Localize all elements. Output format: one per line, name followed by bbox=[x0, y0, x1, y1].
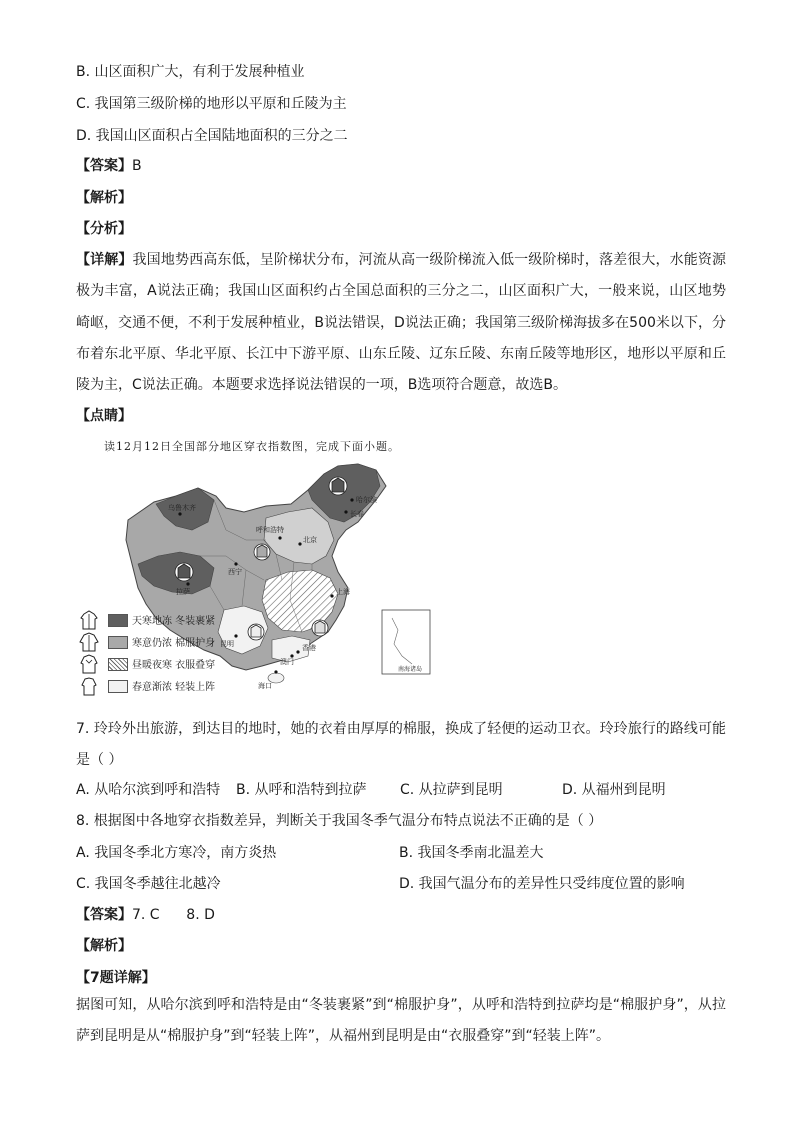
city-huhehaote: 呼和浩特 bbox=[256, 526, 284, 534]
padded-jacket-icon bbox=[78, 632, 100, 652]
q8-option-a: A. 我国冬季北方寒冷，南方炎热 bbox=[76, 845, 277, 861]
legend-swatch-1 bbox=[108, 614, 128, 627]
city-xianggang: 香港 bbox=[302, 644, 316, 652]
legend-item-3 bbox=[76, 654, 236, 674]
q7-option-d: D. 从福州到昆明 bbox=[562, 782, 666, 798]
question-8-stem: 8. 根据图中各地穿衣指数差异，判断关于我国冬季气温分布特点说法不正确的是（ ） bbox=[76, 813, 603, 829]
legend-item-2 bbox=[76, 632, 236, 652]
q7-detail-label: 【7题详解】 bbox=[76, 970, 156, 986]
answer-value: B bbox=[132, 158, 142, 174]
dianjing-label: 【点睛】 bbox=[76, 408, 132, 424]
heavy-coat-icon bbox=[78, 610, 100, 630]
answer2-value: 7. C 8. D bbox=[132, 907, 215, 923]
legend-text-4: 春意渐浓 轻装上阵 bbox=[132, 682, 216, 693]
city-kunming: 昆明 bbox=[220, 640, 234, 648]
answer-2 bbox=[76, 905, 215, 925]
legend-swatch-3 bbox=[108, 658, 128, 671]
option-b-prev: B. 山区面积广大，有利于发展种植业 bbox=[76, 64, 305, 80]
legend-swatch-4 bbox=[108, 680, 128, 693]
q7-option-a: A. 从哈尔滨到呼和浩特 bbox=[76, 782, 221, 798]
city-beijing: 北京 bbox=[303, 536, 317, 544]
city-lasa: 拉萨 bbox=[176, 588, 190, 596]
south-china-sea-inset bbox=[382, 610, 430, 674]
clothing-index-map bbox=[76, 460, 436, 710]
question-7-stem: 7. 玲玲外出旅游，到达目的地时，她的衣着由厚厚的棉服，换成了轻便的运动卫衣。玲玲旅行的路线可能是（ ） bbox=[76, 721, 726, 769]
city-haikou: 海口 bbox=[258, 682, 272, 690]
legend-text-1: 天寒地冻 冬装裹紧 bbox=[132, 616, 216, 627]
q7-option-c: C. 从拉萨到昆明 bbox=[400, 782, 503, 798]
city-wulumuqi: 乌鲁木齐 bbox=[168, 504, 196, 512]
q8-option-b: B. 我国冬季南北温差大 bbox=[399, 845, 544, 861]
q7-detail-text: 据图可知，从哈尔滨到呼和浩特是由“冬装裹紧”到“棉服护身”，从呼和浩特到拉萨均是“棉服护身”，从拉萨到昆明是从“棉服护身”到“轻装上阵”，从福州到昆明是由“衣服叠穿”到“轻装上阵”。 bbox=[76, 997, 726, 1045]
legend-item-4 bbox=[76, 676, 236, 696]
answer-label: 【答案】 bbox=[76, 158, 132, 174]
analysis-label: 【解析】 bbox=[76, 190, 132, 206]
detail-text: 我国地势西高东低，呈阶梯状分布，河流从高一级阶梯流入低一级阶梯时，落差很大，水能资源极为丰富，A说法正确；我国山区面积约占全国总面积的三分之二，山区面积广大，一般来说，山区地势崎岖，交通不便，不利于发展种植业，B说法错误，D说法正确；我国第三级阶梯海拔多在500米以下，分布着东北平原、华北平原、长江中下游平原、山东丘陵、辽东丘陵、东南丘陵等地形区，地形以平原和丘陵为主，C说法正确。本题要求选择说法错误的一项，B选项符合题意，故选B。 bbox=[76, 252, 727, 394]
city-changchun: 长春 bbox=[350, 510, 364, 518]
detail-paragraph bbox=[76, 245, 726, 401]
city-xining: 西宁 bbox=[228, 568, 242, 576]
detail-label: 【详解】 bbox=[76, 252, 133, 268]
legend-item-1 bbox=[76, 610, 236, 630]
legend-text-2: 寒意仍浓 棉服护身 bbox=[132, 638, 216, 649]
q8-option-c: C. 我国冬季越往北越冷 bbox=[76, 876, 221, 892]
legend-text-3: 昼暖夜寒 衣服叠穿 bbox=[132, 660, 216, 671]
q8-option-d: D. 我国气温分布的差异性只受纬度位置的影响 bbox=[399, 876, 685, 892]
answer2-label: 【答案】 bbox=[76, 907, 132, 923]
q7-option-b: B. 从呼和浩特到拉萨 bbox=[236, 782, 367, 798]
analysis2-label: 【解析】 bbox=[76, 938, 132, 954]
layered-clothes-icon bbox=[78, 654, 100, 674]
city-aomen: 澳门 bbox=[280, 658, 294, 666]
light-jacket-icon bbox=[78, 676, 100, 696]
map-caption: 读12月12日全国部分地区穿衣指数图，完成下面小题。 bbox=[104, 440, 400, 453]
fenxi-label: 【分析】 bbox=[76, 221, 132, 237]
option-c-prev: C. 我国第三级阶梯的地形以平原和丘陵为主 bbox=[76, 96, 347, 112]
city-haerbin: 哈尔滨 bbox=[356, 496, 377, 504]
option-d-prev: D. 我国山区面积占全国陆地面积的三分之二 bbox=[76, 128, 348, 144]
answer-1 bbox=[76, 156, 142, 176]
inset-label: 南海诸岛 bbox=[398, 666, 423, 673]
city-shanghai: 上海 bbox=[336, 588, 350, 596]
legend-swatch-2 bbox=[108, 636, 128, 649]
